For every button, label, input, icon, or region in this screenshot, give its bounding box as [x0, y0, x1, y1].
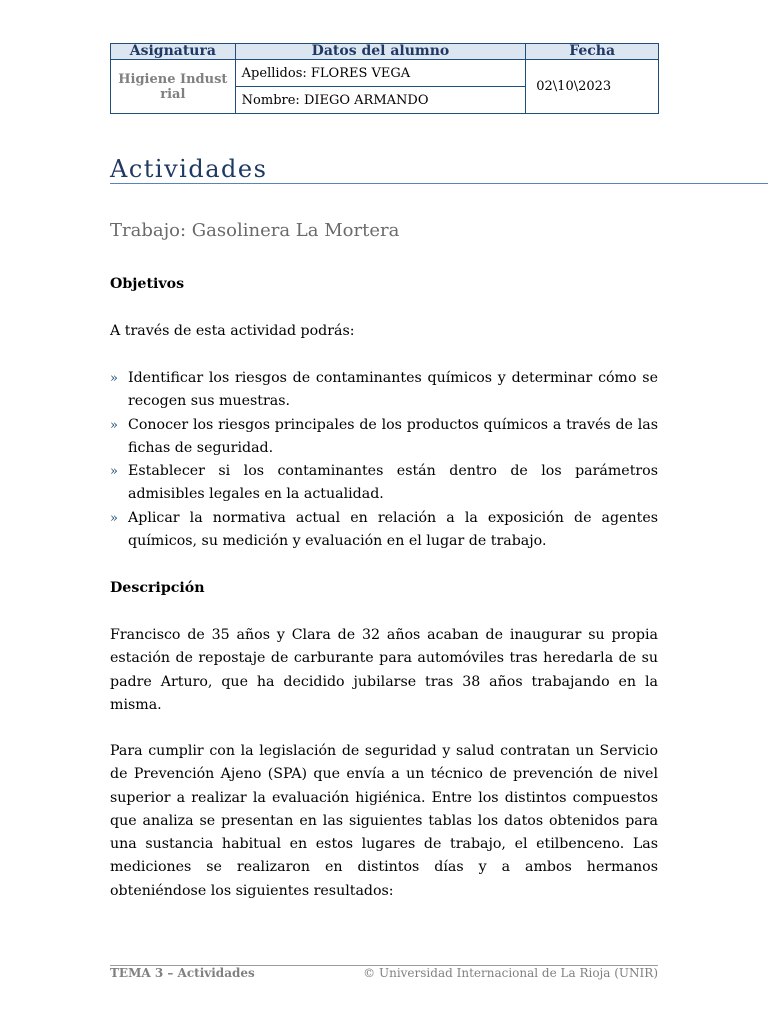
bullet-marker: » [110, 464, 118, 480]
asignatura-value: Higiene Industrial [111, 60, 236, 114]
datos-alumno-header: Datos del alumno [235, 44, 526, 60]
fecha-header: Fecha [526, 44, 659, 60]
objectives-list [110, 367, 658, 553]
asignatura-header: Asignatura [111, 44, 236, 60]
descripcion-heading: Descripción [110, 580, 205, 596]
bullet-marker: » [110, 510, 118, 526]
list-item-text: Conocer los riesgos principales de los productos químicos a través de las fichas de seguridad. [128, 416, 658, 456]
objetivos-heading: Objetivos [110, 276, 185, 292]
bullet-marker: » [110, 371, 118, 386]
assignment-subtitle: Trabajo: Gasolinera La Mortera [110, 220, 400, 241]
list-item [110, 460, 658, 507]
footer-topic: TEMA 3 – Actividades [110, 966, 255, 980]
nombre-value: Nombre: DIEGO ARMANDO [235, 87, 526, 114]
student-info-table [110, 43, 659, 114]
description-paragraph-2: Para cumplir con la legislación de seguridad y salud contratan un Servicio de Prevención Ajeno (SPA) que envía a un técnico de prevención de nivel superior a realizar la evaluación higiénica. Entre los distintos compuestos que analiza se presentan en las siguientes tablas los datos obtenidos para una sustancia habitual en estos lugares de trabajo, el etilbenceno. Las mediciones se realizaron en distintos días y a ambos hermanos obteniéndose los siguientes resultados: [110, 743, 658, 899]
list-item-text: Aplicar la normativa actual en relación a la exposición de agentes químicos, su medición y evaluación en el lugar de trabajo. [128, 509, 658, 550]
title-divider [110, 183, 768, 184]
footer-copyright: © Universidad Internacional de La Rioja (UNIR) [363, 966, 658, 980]
apellidos-value: Apellidos: FLORES VEGA [235, 60, 526, 87]
page-title: Actividades [110, 155, 268, 183]
list-item [110, 507, 658, 554]
description-paragraph-1: Francisco de 35 años y Clara de 32 años acaban de inaugurar su propia estación de repostaje de carburante para automóviles tras heredarla de su padre Arturo, que ha decidido jubilarse tras 38 años trabajando en la misma. [110, 627, 658, 713]
intro-text: A través de esta actividad podrás: [110, 323, 355, 339]
bullet-marker: » [110, 417, 118, 433]
list-item-text: Identificar los riesgos de contaminantes químicos y determinar cómo se recogen sus muestras. [128, 370, 658, 410]
list-item [110, 367, 658, 414]
fecha-value: 02\10\2023 [526, 60, 659, 114]
list-item [110, 414, 658, 461]
list-item-text: Establecer si los contaminantes están dentro de los parámetros admisibles legales en la actualidad. [128, 463, 658, 503]
